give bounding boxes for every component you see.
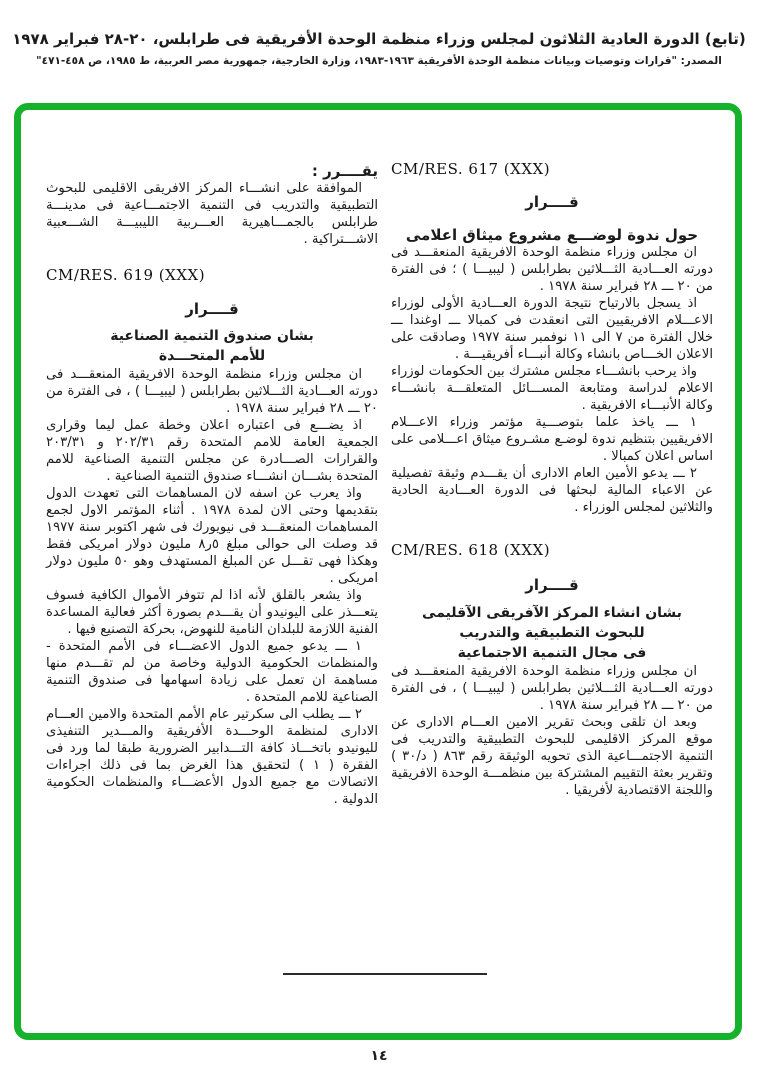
res619-paragraph-considering: اذ يضـــع فى اعتباره اعلان وخطة عمل ليما وقرارى الجمعية العامة للامم المتحدة رقم ٢٠٢/٣١ و ٢٠٣/٣١ والقرارات الصـــادرة عن مجلس التنمية الصناعية للامم المتحدة بشـــان انشـــاء صندوق التنمية الصناعية .	[46, 418, 378, 484]
footnote-divider	[283, 973, 487, 975]
res618-decision-paragraph: الموافقة على انشـــاء المركز الافريقى الاقليمى للبحوث التطبيقية والتدريب فى التنمية الاجتمـــاعية فى مدينـــة طرابلس بالجمـــاهيرية العـــربية الليبيـــة الشـــعبية الاشـــتراكية .	[46, 181, 378, 247]
header-source-line: المصدر: "قرارات وتوصيات وبيانات منظمة الوحدة الأفريقية ١٩٦٣-١٩٨٣، وزارة الخارجية، جمهورية مصر العربية، ط ١٩٨٥، ص ٤٥٨-٤٧١"	[36, 55, 722, 67]
res619-paragraph-session: ان مجلس وزراء منظمة الوحدة الافريقية المنعقـــد فى دورته العـــادية الثـــلاثين بطرابلس ( ليبيـــا ) ، فى الفترة من ٢٠ ـــ ٢٨ فبراير سنة ١٩٧٨ .	[46, 367, 378, 416]
res619-heading: قــــرار	[185, 300, 239, 318]
res619-title-line2: للأمم المتحـــدة	[158, 348, 266, 364]
page-number: ١٤	[370, 1048, 388, 1064]
res619-paragraph-concerned: واذ يشعر بالقلق لأنه اذا لم تتوفر الأموال الكافية فسوف يتعـــذر على اليونيدو أن يقـــدم بصورة أكثر فعالية المساعدة الفنية اللازمة للبلدان النامية للنهوض، بحركة التصنيع فيها .	[46, 588, 378, 637]
res618-paragraph-session: ان مجلس وزراء منظمة الوحدة الافريقية المنعقـــد فى دورته العـــادية الثـــلاثين بطرابلس ( ليبيـــا ) ، فى الفترة من ٢٠ ـــ ٢٨ فبراير سنة ١٩٧٨ .	[391, 664, 713, 713]
res617-operative-item-2: ٢ ـــ يدعو الأمين العام الادارى أن يقـــدم وثيقة تفصيلية عن الاعباء المالية لبحثها فى الدورة العـــادية الحادية والثلاثين لمجلس الوزراء .	[391, 466, 713, 515]
res619-title	[46, 326, 378, 366]
header-session-title: (تابع) الدورة العادية الثلاثون لمجلس وزراء منظمة الوحدة الأفريقية فى طرابلس، ٢٠-٢٨ فبراير ١٩٧٨	[12, 30, 746, 48]
resolution-ref-617: CM/RES. 617 (XXX)	[391, 160, 551, 178]
resolution-ref-618: CM/RES. 618 (XXX)	[391, 541, 551, 559]
res619-operative-item-1: ١ ـــ يدعو جميع الدول الاعضـــاء فى الأمم المتحدة - والمنظمات الحكومية الدولية وخاصة من لم تقـــدم منها مساهمة ان تعمل على زيادة اسهامها فى صندوق التنمية الصناعية للامم المتحدة .	[46, 639, 378, 705]
res619-paragraph-regretting: واذ يعرب عن اسفه لان المساهمات التى تعهدت الدول بتقديمها وحتى الان لمدة ١٩٧٨ . أثناء المؤتمر الاول لجمع المساهمات المنعقـــد فى نيويورك فى شهر اكتوبر سنة ١٩٧٧ قد وصلت الى حوالى مبلغ ٥ر٨ مليون دولار امريكى فقط وهكذا فهى تقـــل عن المبلغ المستهدف وهو ٥٠ مليون دولار امريكى .	[46, 486, 378, 586]
res618-title-line2: للبحوث التطبيقية والتدريب	[459, 625, 645, 641]
res617-operative-item-1: ١ ـــ ياخذ علما بتوصـــية مؤتمر وزراء الاعـــلام الافريقيين بتنظيم ندوة لوضـع مشـروع ميثاق اعـــلامى على اساس اعلان كمبالا .	[391, 415, 713, 464]
res619-operative-item-2: ٢ ـــ يطلب الى سكرتير عام الأمم المتحدة والامين العـــام الادارى لمنظمة الوحـــدة الأفريقية والمـــدير التنفيذى لليونيدو باتخـــاذ كافة التـــدابير الضرورية طبقا لما ورد فى الفقرة ( ١ ) لتحقيق هذا الغرض بما فى ذلك اجراءات الاتصالات مع جميع الدول الأعضـــاء والمنظمات الحكومية الدولية .	[46, 707, 378, 807]
res617-paragraph-welcoming: واذ يرحب بانشـــاء مجلس مشترك بين الحكومات لوزراء الاعلام لدراسة ومتابعة المســـائل المتعلقـــة بانشـــاء وكالة الأنبـــاء الافريقية .	[391, 364, 713, 413]
res618-paragraph-report: وبعد ان تلقى وبحث تقرير الامين العـــام الادارى عن موقع المركز الاقليمى للبحوث التطبيقية والتدريب فى التنمية الاجتمـــاعية الذى تحويه الوثيقة رقم ٨٦٣ ( د/٣٠ ) وتقرير بعثة التقييم المشتركة بين منظمـــة الوحدة الافريقية واللجنة الاقتصادية لأفريقيا .	[391, 715, 713, 798]
res617-subheading: حول ندوة لوضـــع مشروع ميثاق اعلامى	[405, 226, 699, 244]
res617-paragraph-session: ان مجلس وزراء منظمة الوحدة الافريقية المنعقـــد فى دورته العـــادية الثـــلاثين بطرابلس ( ليبيـــا ) ؛ فى الفترة من ٢٠ ـــ ٢٨ فبراير سنة ١٩٧٨ .	[391, 245, 713, 294]
res619-title-line1: بشان صندوق التنمية الصناعية	[110, 328, 314, 344]
res618-title-line1: بشان انشاء المركز الآفريقى الآقليمى	[422, 605, 682, 621]
res618-title	[391, 603, 713, 663]
res618-decides-label: يقــــرر :	[311, 162, 378, 180]
page-header	[0, 30, 758, 67]
resolution-ref-619: CM/RES. 619 (XXX)	[46, 266, 206, 284]
res617-paragraph-noting: اذ يسجل بالارتياح نتيجة الدورة العـــادية الأولى لوزراء الاعـــلام الافريقيين التى انعقدت فى كمبالا ـــ اوغندا ـــ خلال الفترة من ٧ الى ١١ نوفمبر سنة ١٩٧٧ وصادقت على الاعلان الخـــاص بانشاء وكالة أنبـــاء أفريقيـــة .	[391, 296, 713, 362]
res618-heading: قــــرار	[525, 576, 579, 594]
column-left	[46, 150, 378, 808]
res617-heading: قــــرار	[525, 193, 579, 211]
res618-title-line3: فى مجال التنمية الاجتماعية	[457, 645, 647, 661]
column-right	[391, 150, 713, 799]
